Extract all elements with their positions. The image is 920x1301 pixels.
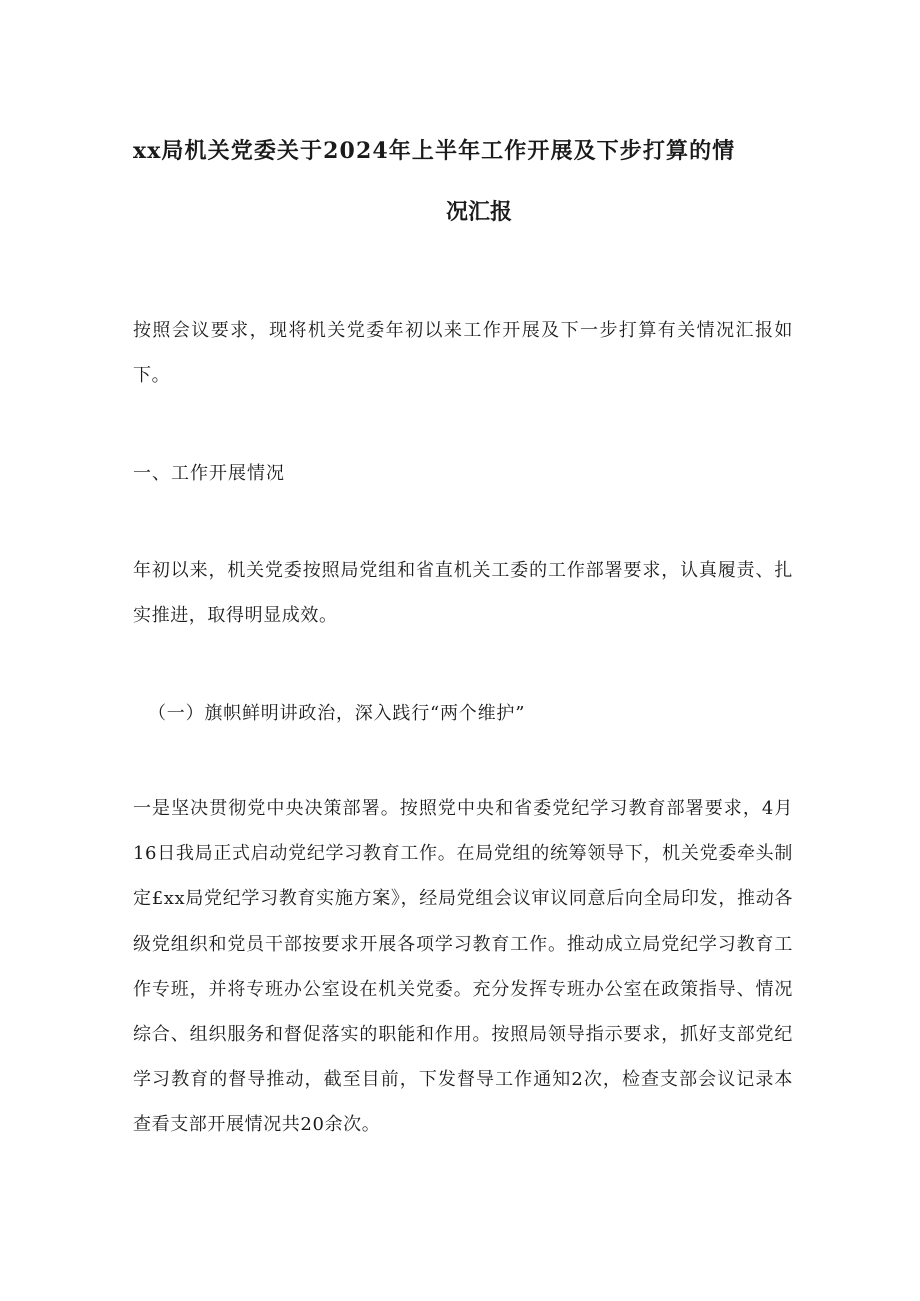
section-summary-paragraph: 年初以来，机关党委按照局党组和省直机关工委的工作部署要求，认真履责、扎实推进，取得明显成效。 (133, 560, 793, 626)
document-title-line1: xx局机关党委关于2024年上半年工作开展及下步打算的情 (133, 138, 736, 164)
intro-paragraph: 按照会议要求，现将机关党委年初以来工作开展及下一步打算有关情况汇报如下。 (133, 320, 793, 386)
subsection-body-paragraph: 一是坚决贯彻党中央决策部署。按照党中央和省委党纪学习教育部署要求，4月16日我局正式启动党纪学习教育工作。在局党组的统筹领导下，机关党委牵头制定£xx局党纪学习教育实施方案》，经局党组会议审议同意后向全局印发，推动各级党组织和党员干部按要求开展各项学习教育工作。推动成立局党纪学习教育工作专班，并将专班办公室设在机关党委。充分发挥专班办公室在政策指导、情况综合、组织服务和督促落实的职能和作用。按照局领导指示要求，抓好支部党纪学习教育的督导推动，截至目前，下发督导工作通知2次，检查支部会议记录本查看支部开展情况共20余次。 (133, 798, 793, 1136)
section-heading: 一、工作开展情况 (133, 463, 285, 484)
document-title-line2: 况汇报 (446, 199, 513, 225)
subsection-heading: （一）旗帜鲜明讲政治，深入践行“两个维护” (148, 703, 526, 724)
